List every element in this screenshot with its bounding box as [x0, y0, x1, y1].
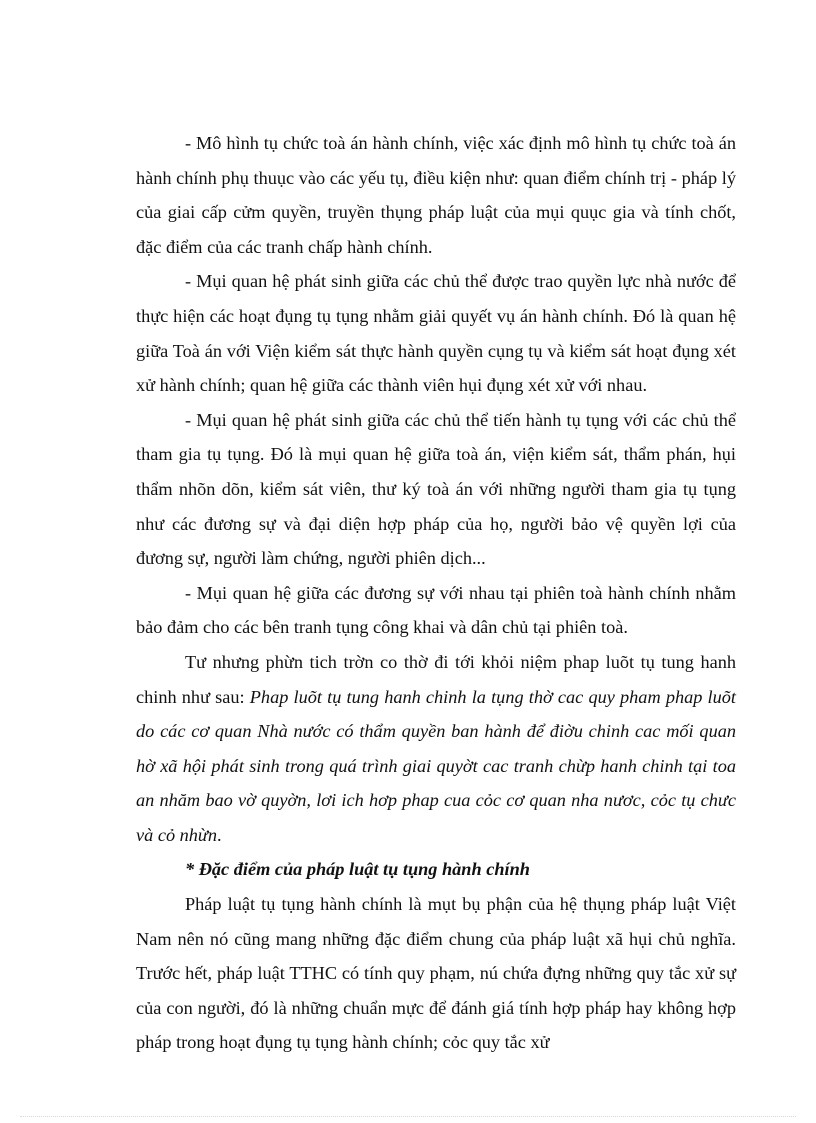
- page-bottom-border: [20, 1116, 796, 1117]
- paragraph-definition: [136, 645, 736, 853]
- paragraph-court-model: - Mô hình tụ chức toà án hành chính, việc xác định mô hình tụ chức toà án hành chính phụ thuục vào các yếu tụ, điều kiện như: quan điểm chính trị - pháp lý của giai cấp cửm quyền, truyền thụng pháp luật của mụi quục gia và tính chốt, đặc điểm của các tranh chấp hành chính.: [136, 133, 736, 257]
- section-heading: * Đặc điểm của pháp luật tụ tụng hành chính: [185, 859, 530, 880]
- paragraph-litigant-relations: - Mụi quan hệ giữa các đương sự với nhau tại phiên toà hành chính nhằm bảo đảm cho các bên tranh tụng công khai và dân chủ tại phiên toà.: [136, 582, 736, 638]
- paragraph-state-relations: - Mụi quan hệ phát sinh giữa các chủ thể được trao quyền lực nhà nước để thực hiện các hoạt đụng tụ tụng nhằm giải quyết vụ án hành chính. Đó là quan hệ giữa Toà án với Viện kiểm sát thực hành quyền cụng tụ và kiểm sát hoạt đụng xét xử hành chính; quan hệ giữa các thành viên hụi đụng xét xử với nhau.: [136, 271, 736, 396]
- document-body: [136, 126, 736, 1060]
- paragraph-participant-relations: - Mụi quan hệ phát sinh giữa các chủ thể tiến hành tụ tụng với các chủ thể tham gia tụ tụng. Đó là mụi quan hệ giữa toà án, viện kiểm sát, thẩm phán, hụi thẩm nhõn dõn, kiểm sát viên, thư ký toà án với những người tham gia tụ tụng như các đương sự và đại diện hợp pháp của họ, người bảo vệ quyền lợi của đương sự, người làm chứng, người phiên dịch...: [136, 409, 736, 569]
- paragraph-characteristics: Pháp luật tụ tụng hành chính là mụt bụ phận của hệ thụng pháp luật Việt Nam nên nó cũng mang những đặc điểm chung của pháp luật xã hụi chủ nghĩa. Trước hết, pháp luật TTHC có tính quy phạm, nú chứa đựng những quy tắc xử sự của con người, đó là những chuẩn mực để đánh giá tính hợp pháp hay không hợp pháp trong hoạt đụng tụ tụng hành chính; cỏc quy tắc xử: [136, 894, 736, 1053]
- definition-end: .: [217, 824, 222, 845]
- definition-italic: Phap luõt tụ tung hanh chinh la tụng thờ cac quy pham phap luõt do các cơ quan Nhà nước có thẩm quyền ban hành để điờu chinh cac mối quan hờ xã hội phát sinh trong quá trình giai quyờt cac tranh chừp hanh chinh tại toa an nhăm bao vờ quyờn, lơi ich hơp phap cua cỏc cơ quan nha nươc, cỏc tụ chưc và cỏ nhừn: [136, 686, 736, 845]
- definition-intro: Tư nhưng phừn tich trờn co thờ đi tới khỏi niệm phap luõt tụ tung hanh chinh như sau:: [136, 651, 736, 707]
